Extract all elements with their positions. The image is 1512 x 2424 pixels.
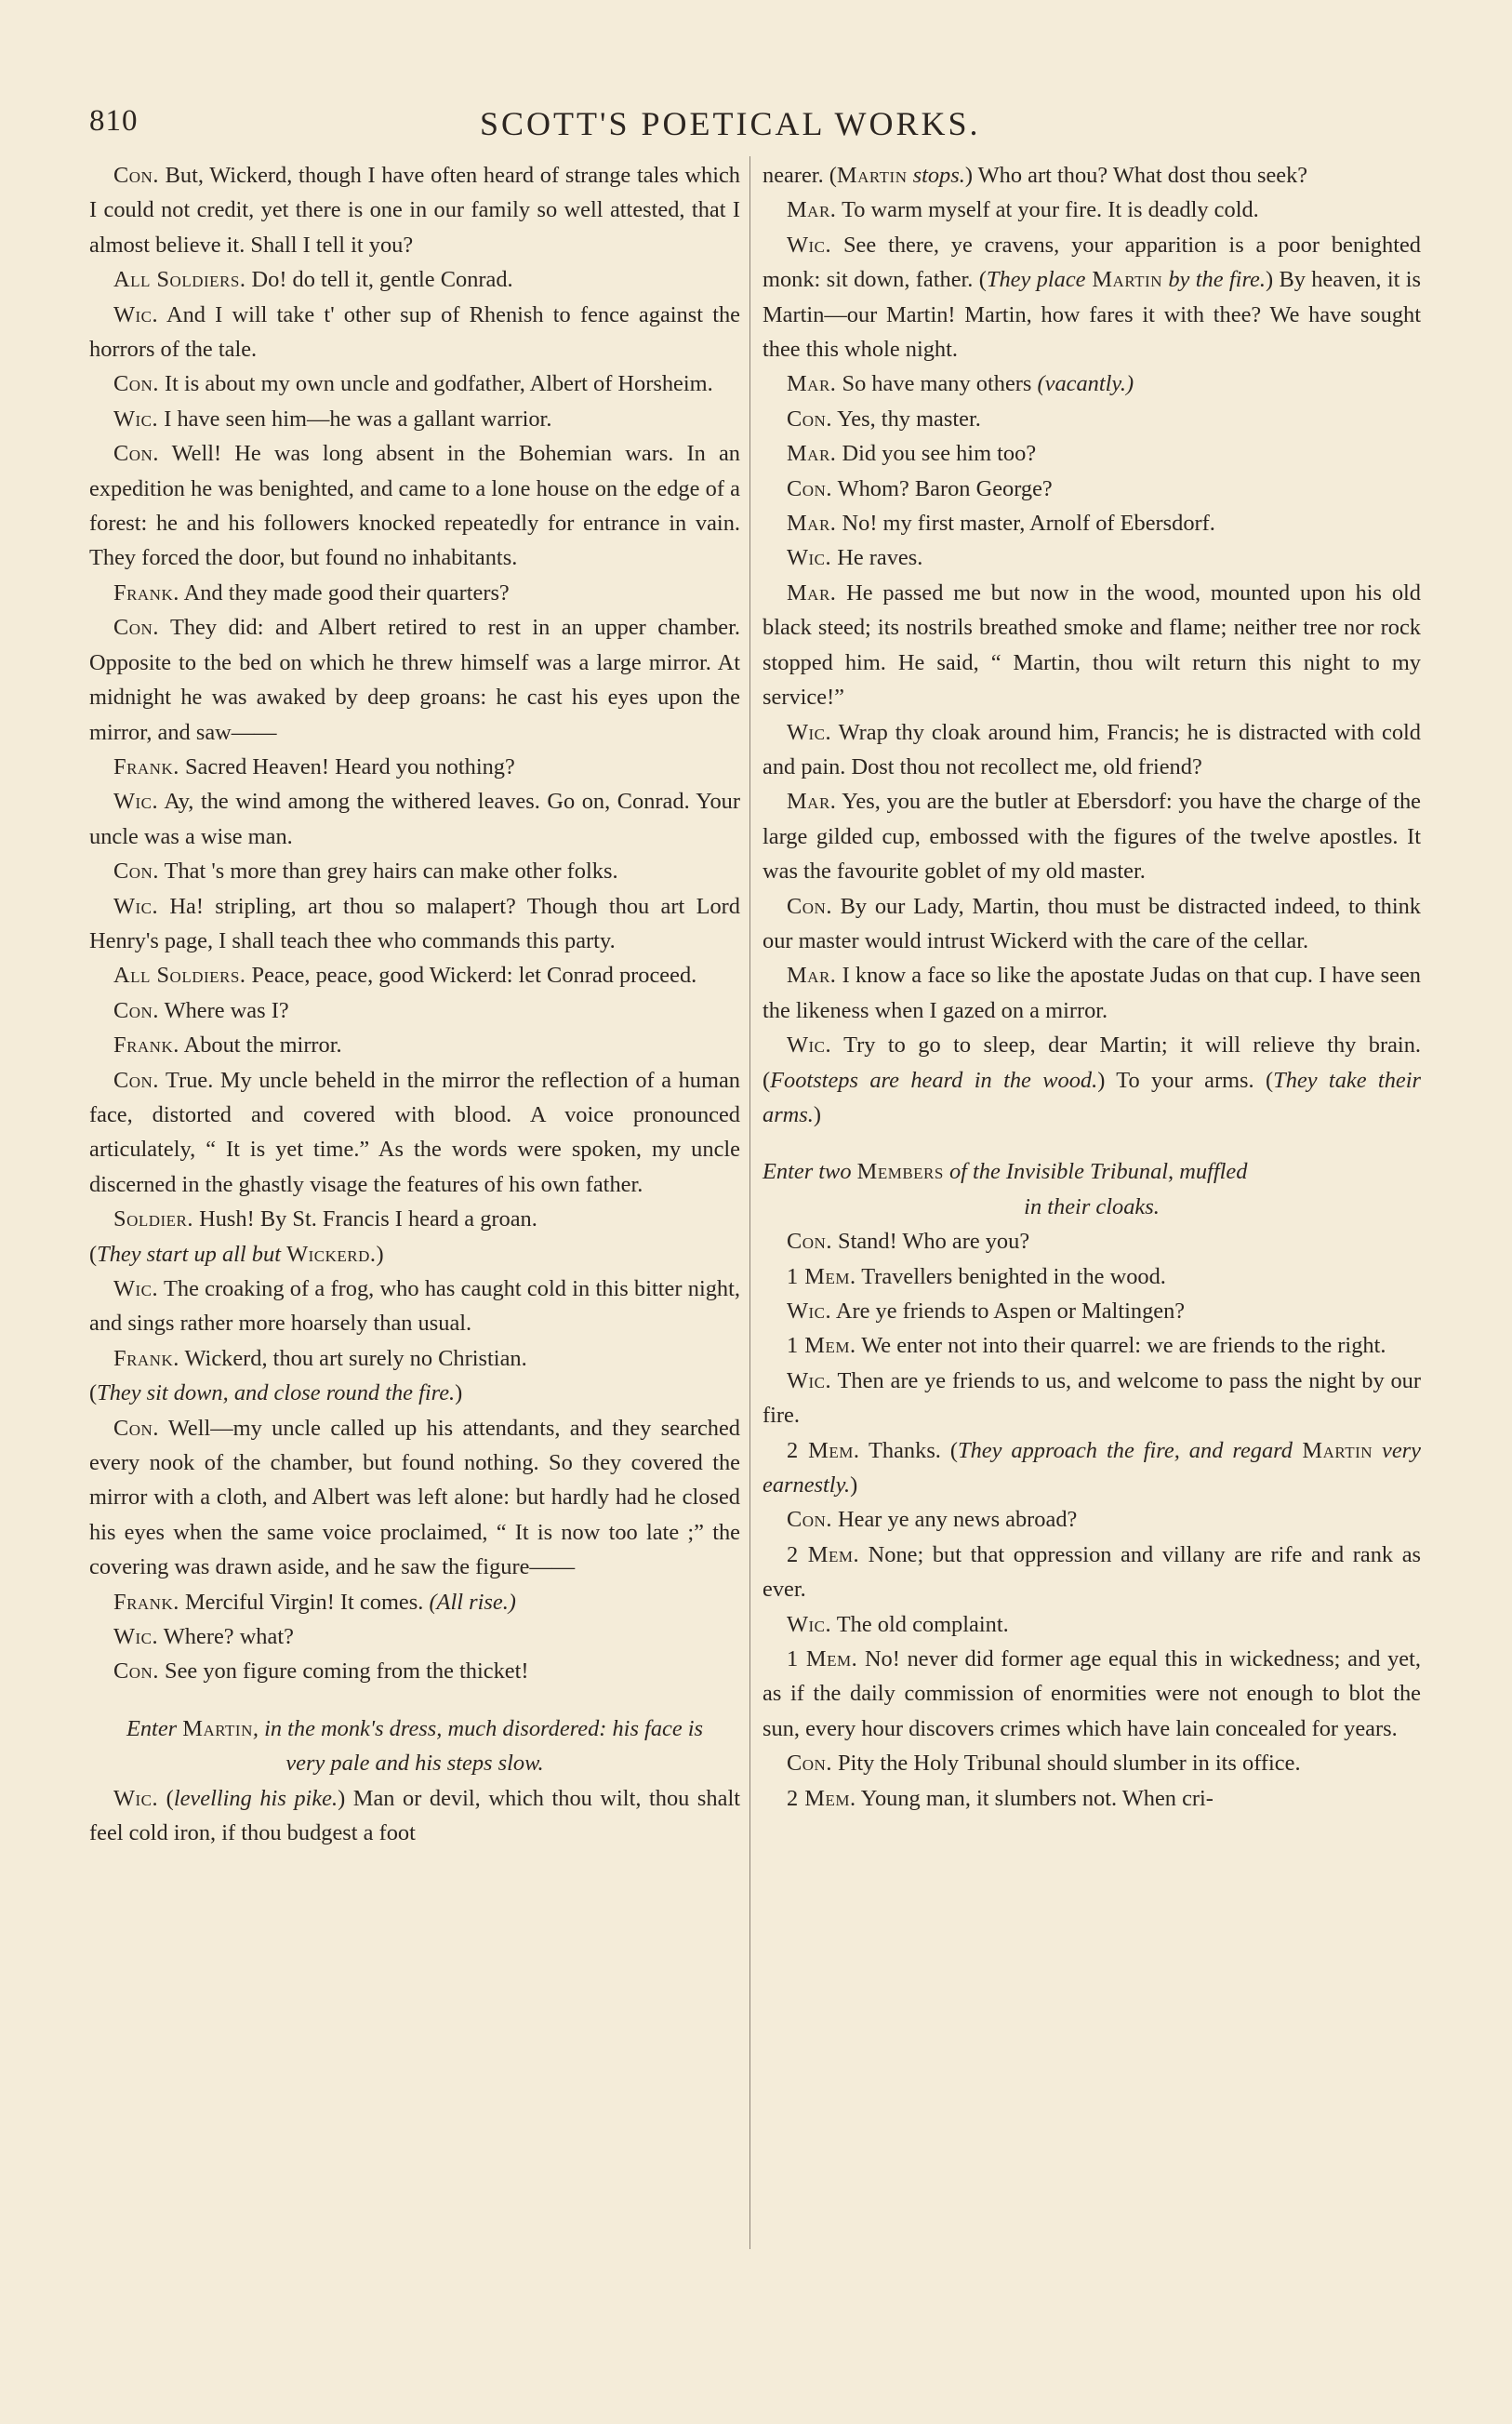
speech: Frank. And they made good their quarters?	[113, 579, 510, 606]
speech: Wic. The old complaint.	[787, 1611, 1009, 1637]
speech: Wic. He raves.	[787, 545, 923, 571]
page-number: 810	[89, 104, 139, 138]
speech: 2 Mem. Thanks. (They approach the fire, and regard Martin very earnestly.)	[763, 1437, 1421, 1498]
speech: Frank. Merciful Virgin! It comes. (All rise.)	[113, 1589, 516, 1615]
speech: Frank. Sacred Heaven! Heard you nothing?	[113, 753, 515, 779]
running-title: SCOTT'S POETICAL WORKS.	[480, 105, 981, 142]
speech: Con. True. My uncle beheld in the mirror the reflection of a human face, distorted and covered with blood. A voice pronounced articulately, “ It is yet time.” As the words were spoken, my uncle discerned in the ghastly visage the features of his own father.	[89, 1067, 740, 1197]
speech: Wic. Where? what?	[113, 1624, 294, 1650]
speech: Con. It is about my own uncle and godfather, Albert of Horsheim.	[113, 371, 713, 397]
speech: Con. They did: and Albert retired to rest in an upper chamber. Opposite to the bed on which he threw himself was a large mirror. At midnight he was awaked by deep groans: he cast his eyes upon the mirror, and saw——	[89, 615, 740, 745]
stage-direction-enter-martin: Enter Martin, in the monk's dress, much disordered: his face is very pale and his steps slow.	[126, 1715, 704, 1777]
speech: Frank. About the mirror.	[113, 1032, 342, 1059]
speech: Wic. (levelling his pike.) Man or devil, which thou wilt, thou shalt feel cold iron, if thou budgest a foot	[89, 1785, 740, 1846]
speech: All Soldiers. Peace, peace, good Wickerd: let Conrad proceed.	[113, 963, 697, 989]
speech: Frank. Wickerd, thou art surely no Christian.	[113, 1345, 527, 1371]
speech: Con. But, Wickerd, though I have often heard of strange tales which I could not credit, yet there is one in our family so well attested, that I almost believe it. Shall I tell it you?	[89, 163, 740, 258]
speech: Con. Where was I?	[113, 997, 289, 1023]
speech: Wic. Ay, the wind among the withered leaves. Go on, Conrad. Your uncle was a wise man.	[89, 789, 740, 849]
stage-direction-enter-members-cont: in their cloaks.	[1024, 1193, 1160, 1219]
speech: Soldier. Hush! By St. Francis I heard a groan.	[113, 1206, 537, 1232]
speech: Mar. Yes, you are the butler at Ebersdorf: you have the charge of the large gilded cup, embossed with the figures of the twelve apostles. It was the favourite goblet of my old master.	[763, 789, 1421, 885]
stage-direction: (They sit down, and close round the fire.)	[89, 1380, 463, 1406]
speech: Wic. The croaking of a frog, who has caught cold in this bitter night, and sings rather more hoarsely than usual.	[89, 1276, 740, 1337]
speech: Con. Well—my uncle called up his attendants, and they searched every nook of the chamber, but found nothing. So they covered the mirror with a cloth, and Albert was left alone: but hardly had he closed his eyes when the same voice proclaimed, “ It is now too late ;” the covering was drawn aside, and he saw the figure——	[89, 1415, 740, 1580]
speech: 1 Mem. Travellers benighted in the wood.	[787, 1263, 1166, 1289]
column-divider	[749, 156, 750, 2249]
speech: Mar. So have many others (vacantly.)	[787, 371, 1134, 397]
speech: Con. Stand! Who are you?	[787, 1229, 1030, 1255]
speech: Wic. Wrap thy cloak around him, Francis; he is distracted with cold and pain. Dost thou not recollect me, old friend?	[763, 719, 1421, 779]
speech: Wic. I have seen him—he was a gallant warrior.	[113, 406, 552, 432]
speech: Mar. No! my first master, Arnolf of Ebersdorf.	[787, 511, 1215, 537]
speech: 2 Mem. Young man, it slumbers not. When cri-	[787, 1785, 1214, 1811]
speech: Mar. I know a face so like the apostate Judas on that cup. I have seen the likeness when I gazed on a mirror.	[763, 963, 1421, 1023]
speech: Mar. To warm myself at your fire. It is deadly cold.	[787, 197, 1259, 223]
speech: Wic. Are ye friends to Aspen or Maltingen?	[787, 1299, 1186, 1324]
speech: Wic. Then are ye friends to us, and welcome to pass the night by our fire.	[763, 1367, 1421, 1429]
speech: Con. See yon figure coming from the thicket!	[113, 1658, 529, 1685]
speech: Wic. Ha! stripling, art thou so malapert? Though thou art Lord Henry's page, I shall teach thee who commands this party.	[89, 893, 740, 953]
speech: 1 Mem. We enter not into their quarrel: we are friends to the right.	[787, 1333, 1386, 1359]
speech: 2 Mem. None; but that oppression and villany are rife and rank as ever.	[763, 1541, 1422, 1603]
speech-continuation: nearer. (Martin stops.) Who art thou? What dost thou seek?	[763, 163, 1308, 188]
speech: All Soldiers. Do! do tell it, gentle Conrad.	[113, 267, 513, 293]
speech: Con. Hear ye any news abroad?	[787, 1507, 1078, 1533]
stage-direction-enter-members: Enter two Members of the Invisible Tribunal, muffled	[763, 1159, 1248, 1185]
speech: Wic. Try to go to sleep, dear Martin; it will relieve thy brain. (Footsteps are heard in the wood.) To your arms. (They take their arms.)	[763, 1032, 1421, 1127]
right-column	[763, 158, 1421, 1816]
stage-direction: (They start up all but Wickerd.)	[89, 1241, 384, 1267]
speech: Con. Whom? Baron George?	[787, 475, 1053, 501]
speech: Mar. Did you see him too?	[787, 441, 1037, 467]
speech: Wic. See there, ye cravens, your apparition is a poor benighted monk: sit down, father. (They place Martin by the fire.) By heaven, it is Martin—our Martin! Martin, how fares it with thee? We have sought thee this whole night.	[763, 232, 1422, 363]
speech: Con. Well! He was long absent in the Bohemian wars. In an expedition he was benighted, and came to a lone house on the edge of a forest: he and his followers knocked repeatedly for entrance in vain. They forced the door, but found no inhabitants.	[89, 441, 740, 571]
page-header	[89, 104, 1019, 151]
speech: 1 Mem. No! never did former age equal this in wickedness; and yet, as if the daily commission of enormities were not enough to blot the sun, every hour discovers crimes which have lain concealed for years.	[763, 1646, 1422, 1741]
speech: Mar. He passed me but now in the wood, mounted upon his old black steed; its nostrils breathed smoke and flame; neither tree nor rock stopped him. He said, “ Martin, thou wilt return this night to my service!”	[763, 579, 1421, 711]
left-column	[89, 158, 740, 1851]
speech: Con. Pity the Holy Tribunal should slumber in its office.	[787, 1751, 1301, 1777]
speech: Con. Yes, thy master.	[787, 406, 981, 432]
speech: Con. That 's more than grey hairs can make other folks.	[113, 859, 618, 885]
speech: Con. By our Lady, Martin, thou must be distracted indeed, to think our master would intrust Wickerd with the care of the cellar.	[763, 893, 1421, 953]
speech: Wic. And I will take t' other sup of Rhenish to fence against the horrors of the tale.	[89, 301, 740, 363]
